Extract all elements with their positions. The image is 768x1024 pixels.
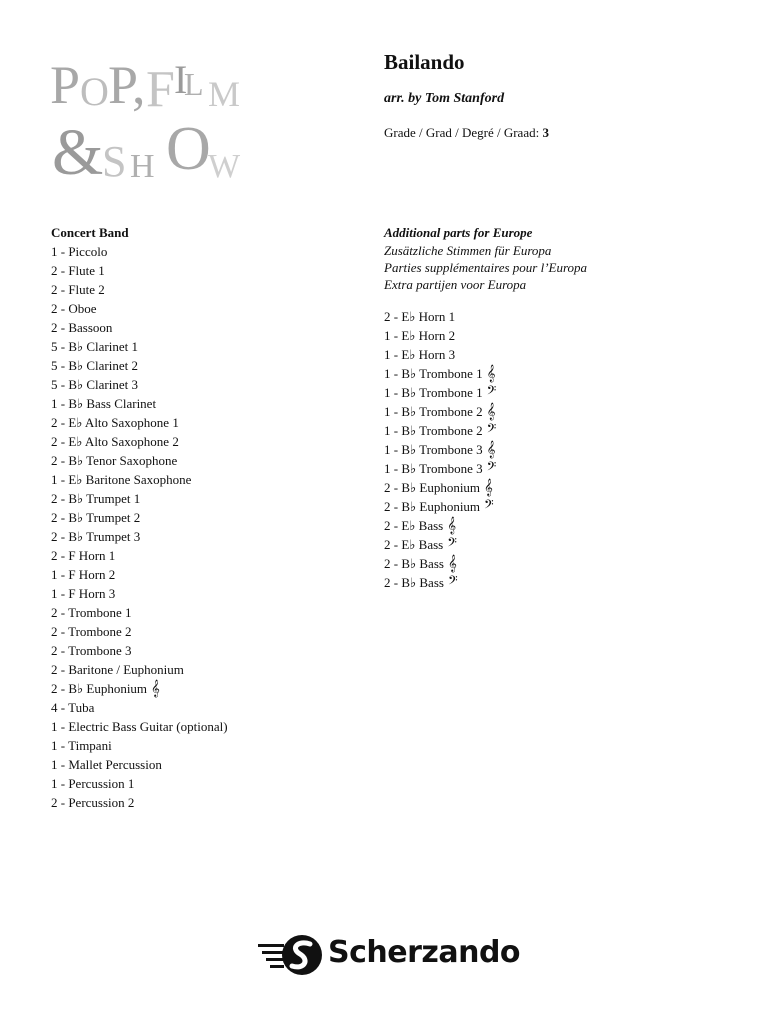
part-item: [384, 497, 724, 516]
part-item: [51, 470, 351, 489]
part-item: [51, 356, 351, 375]
spacer: [384, 293, 724, 307]
part-item: [384, 364, 724, 383]
part-label: 1 - B♭ Trombone 3: [384, 442, 483, 457]
part-label: 2 - Flute 2: [51, 282, 105, 297]
part-label: 5 - B♭ Clarinet 3: [51, 377, 139, 392]
part-item: [51, 375, 351, 394]
part-item: [384, 307, 724, 326]
concert-band-parts: [51, 223, 351, 812]
part-item: [384, 402, 724, 421]
treble-clef-icon: 𝄞: [486, 402, 496, 420]
pop-film-show-logo: P O P, F I L M & S H O W: [50, 55, 241, 189]
part-label: 1 - E♭ Horn 2: [384, 328, 456, 343]
concert-band-heading: Concert Band: [51, 225, 129, 240]
treble-clef-icon: 𝄞: [447, 554, 457, 572]
scherzando-emblem-icon: [258, 932, 326, 978]
part-item: [51, 451, 351, 470]
part-item: [51, 337, 351, 356]
bass-clef-icon: 𝄢: [447, 535, 457, 553]
part-item: [51, 584, 351, 603]
part-item: [384, 535, 724, 554]
part-item: [51, 793, 351, 812]
part-item: [384, 516, 724, 535]
part-item: [384, 440, 724, 459]
part-item: [51, 603, 351, 622]
part-label: 2 - E♭ Bass: [384, 518, 444, 533]
part-item: [51, 508, 351, 527]
score-header: [384, 50, 744, 141]
part-item: [51, 774, 351, 793]
part-label: 1 - B♭ Trombone 3: [384, 461, 483, 476]
part-item: [384, 345, 724, 364]
piece-title: Bailando: [384, 50, 465, 74]
part-item: [51, 489, 351, 508]
europe-subheading: Extra partijen voor Europa: [384, 277, 527, 292]
part-item: [384, 383, 724, 402]
grade-line: [384, 125, 744, 141]
part-label: 2 - Trombone 1: [51, 605, 132, 620]
part-label: 4 - Tuba: [51, 700, 95, 715]
part-label: 2 - B♭ Trumpet 2: [51, 510, 141, 525]
part-item: [51, 679, 351, 698]
part-label: 2 - B♭ Euphonium: [51, 681, 148, 696]
part-label: 2 - E♭ Horn 1: [384, 309, 456, 324]
part-item: [51, 565, 351, 584]
part-label: 2 - B♭ Euphonium: [384, 480, 481, 495]
part-item: [51, 299, 351, 318]
bass-clef-icon: 𝄢: [447, 573, 458, 591]
part-label: 1 - Percussion 1: [51, 776, 135, 791]
part-label: 2 - Baritone / Euphonium: [51, 662, 184, 677]
part-label: 1 - E♭ Baritone Saxophone: [51, 472, 192, 487]
part-label: 2 - B♭ Euphonium: [384, 499, 481, 514]
part-item: [51, 318, 351, 337]
bass-clef-icon: 𝄢: [486, 459, 497, 477]
part-label: 2 - B♭ Tenor Saxophone: [51, 453, 178, 468]
europe-parts: [384, 223, 724, 592]
part-label: 1 - B♭ Bass Clarinet: [51, 396, 157, 411]
part-item: [51, 394, 351, 413]
part-item: [384, 459, 724, 478]
grade-label: Grade / Grad / Degré / Graad:: [384, 125, 540, 140]
part-label: 1 - B♭ Trombone 2: [384, 404, 483, 419]
part-label: 2 - B♭ Trumpet 3: [51, 529, 141, 544]
part-label: 1 - B♭ Trombone 1: [384, 385, 483, 400]
part-item: [51, 698, 351, 717]
part-label: 1 - B♭ Trombone 1: [384, 366, 483, 381]
part-label: 2 - B♭ Bass: [384, 556, 444, 571]
part-item: [384, 573, 724, 592]
bass-clef-icon: 𝄢: [486, 421, 497, 439]
part-label: 5 - B♭ Clarinet 2: [51, 358, 139, 373]
part-item: [51, 280, 351, 299]
part-item: [51, 242, 351, 261]
europe-heading: Additional parts for Europe: [384, 225, 533, 240]
part-item: [51, 622, 351, 641]
part-label: 2 - B♭ Trumpet 1: [51, 491, 141, 506]
grade-value: 3: [542, 125, 549, 140]
part-label: 2 - B♭ Bass: [384, 575, 444, 590]
part-item: [51, 527, 351, 546]
bass-clef-icon: 𝄢: [484, 497, 494, 515]
part-label: 1 - F Horn 3: [51, 586, 116, 601]
scherzando-logo: [258, 930, 528, 980]
part-label: 2 - E♭ Alto Saxophone 2: [51, 434, 179, 449]
part-item: [384, 421, 724, 440]
part-label: 2 - E♭ Alto Saxophone 1: [51, 415, 179, 430]
part-label: 1 - B♭ Trombone 2: [384, 423, 483, 438]
brand-name: Scherzando: [328, 935, 521, 970]
part-label: 2 - Percussion 2: [51, 795, 135, 810]
treble-clef-icon: 𝄞: [151, 679, 160, 697]
part-label: 2 - F Horn 1: [51, 548, 116, 563]
part-label: 1 - Mallet Percussion: [51, 757, 162, 772]
part-item: [384, 554, 724, 573]
arranger: arr. by Tom Stanford: [384, 91, 505, 106]
part-label: 2 - Oboe: [51, 301, 97, 316]
part-item: [384, 478, 724, 497]
part-label: 1 - E♭ Horn 3: [384, 347, 456, 362]
part-label: 2 - Bassoon: [51, 320, 113, 335]
part-item: [51, 736, 351, 755]
treble-clef-icon: 𝄞: [486, 440, 496, 458]
part-item: [51, 755, 351, 774]
part-label: 2 - Trombone 2: [51, 624, 132, 639]
europe-subheading: Zusätzliche Stimmen für Europa: [384, 243, 552, 258]
treble-clef-icon: 𝄞: [486, 364, 496, 382]
part-label: 1 - Timpani: [51, 738, 112, 753]
part-label: 1 - Piccolo: [51, 244, 108, 259]
bass-clef-icon: 𝄢: [486, 383, 497, 401]
part-label: 1 - Electric Bass Guitar (optional): [51, 719, 228, 734]
treble-clef-icon: 𝄞: [484, 478, 493, 496]
part-item: [51, 546, 351, 565]
treble-clef-icon: 𝄞: [447, 516, 457, 534]
part-item: [51, 261, 351, 280]
part-item: [51, 432, 351, 451]
part-item: [51, 641, 351, 660]
part-label: 2 - Flute 1: [51, 263, 105, 278]
europe-subheading: Parties supplémentaires pour l’Europa: [384, 260, 588, 275]
part-item: [51, 413, 351, 432]
part-label: 5 - B♭ Clarinet 1: [51, 339, 139, 354]
part-label: 2 - Trombone 3: [51, 643, 132, 658]
part-label: 2 - E♭ Bass: [384, 537, 444, 552]
part-item: [51, 660, 351, 679]
part-label: 1 - F Horn 2: [51, 567, 116, 582]
part-item: [384, 326, 724, 345]
part-item: [51, 717, 351, 736]
